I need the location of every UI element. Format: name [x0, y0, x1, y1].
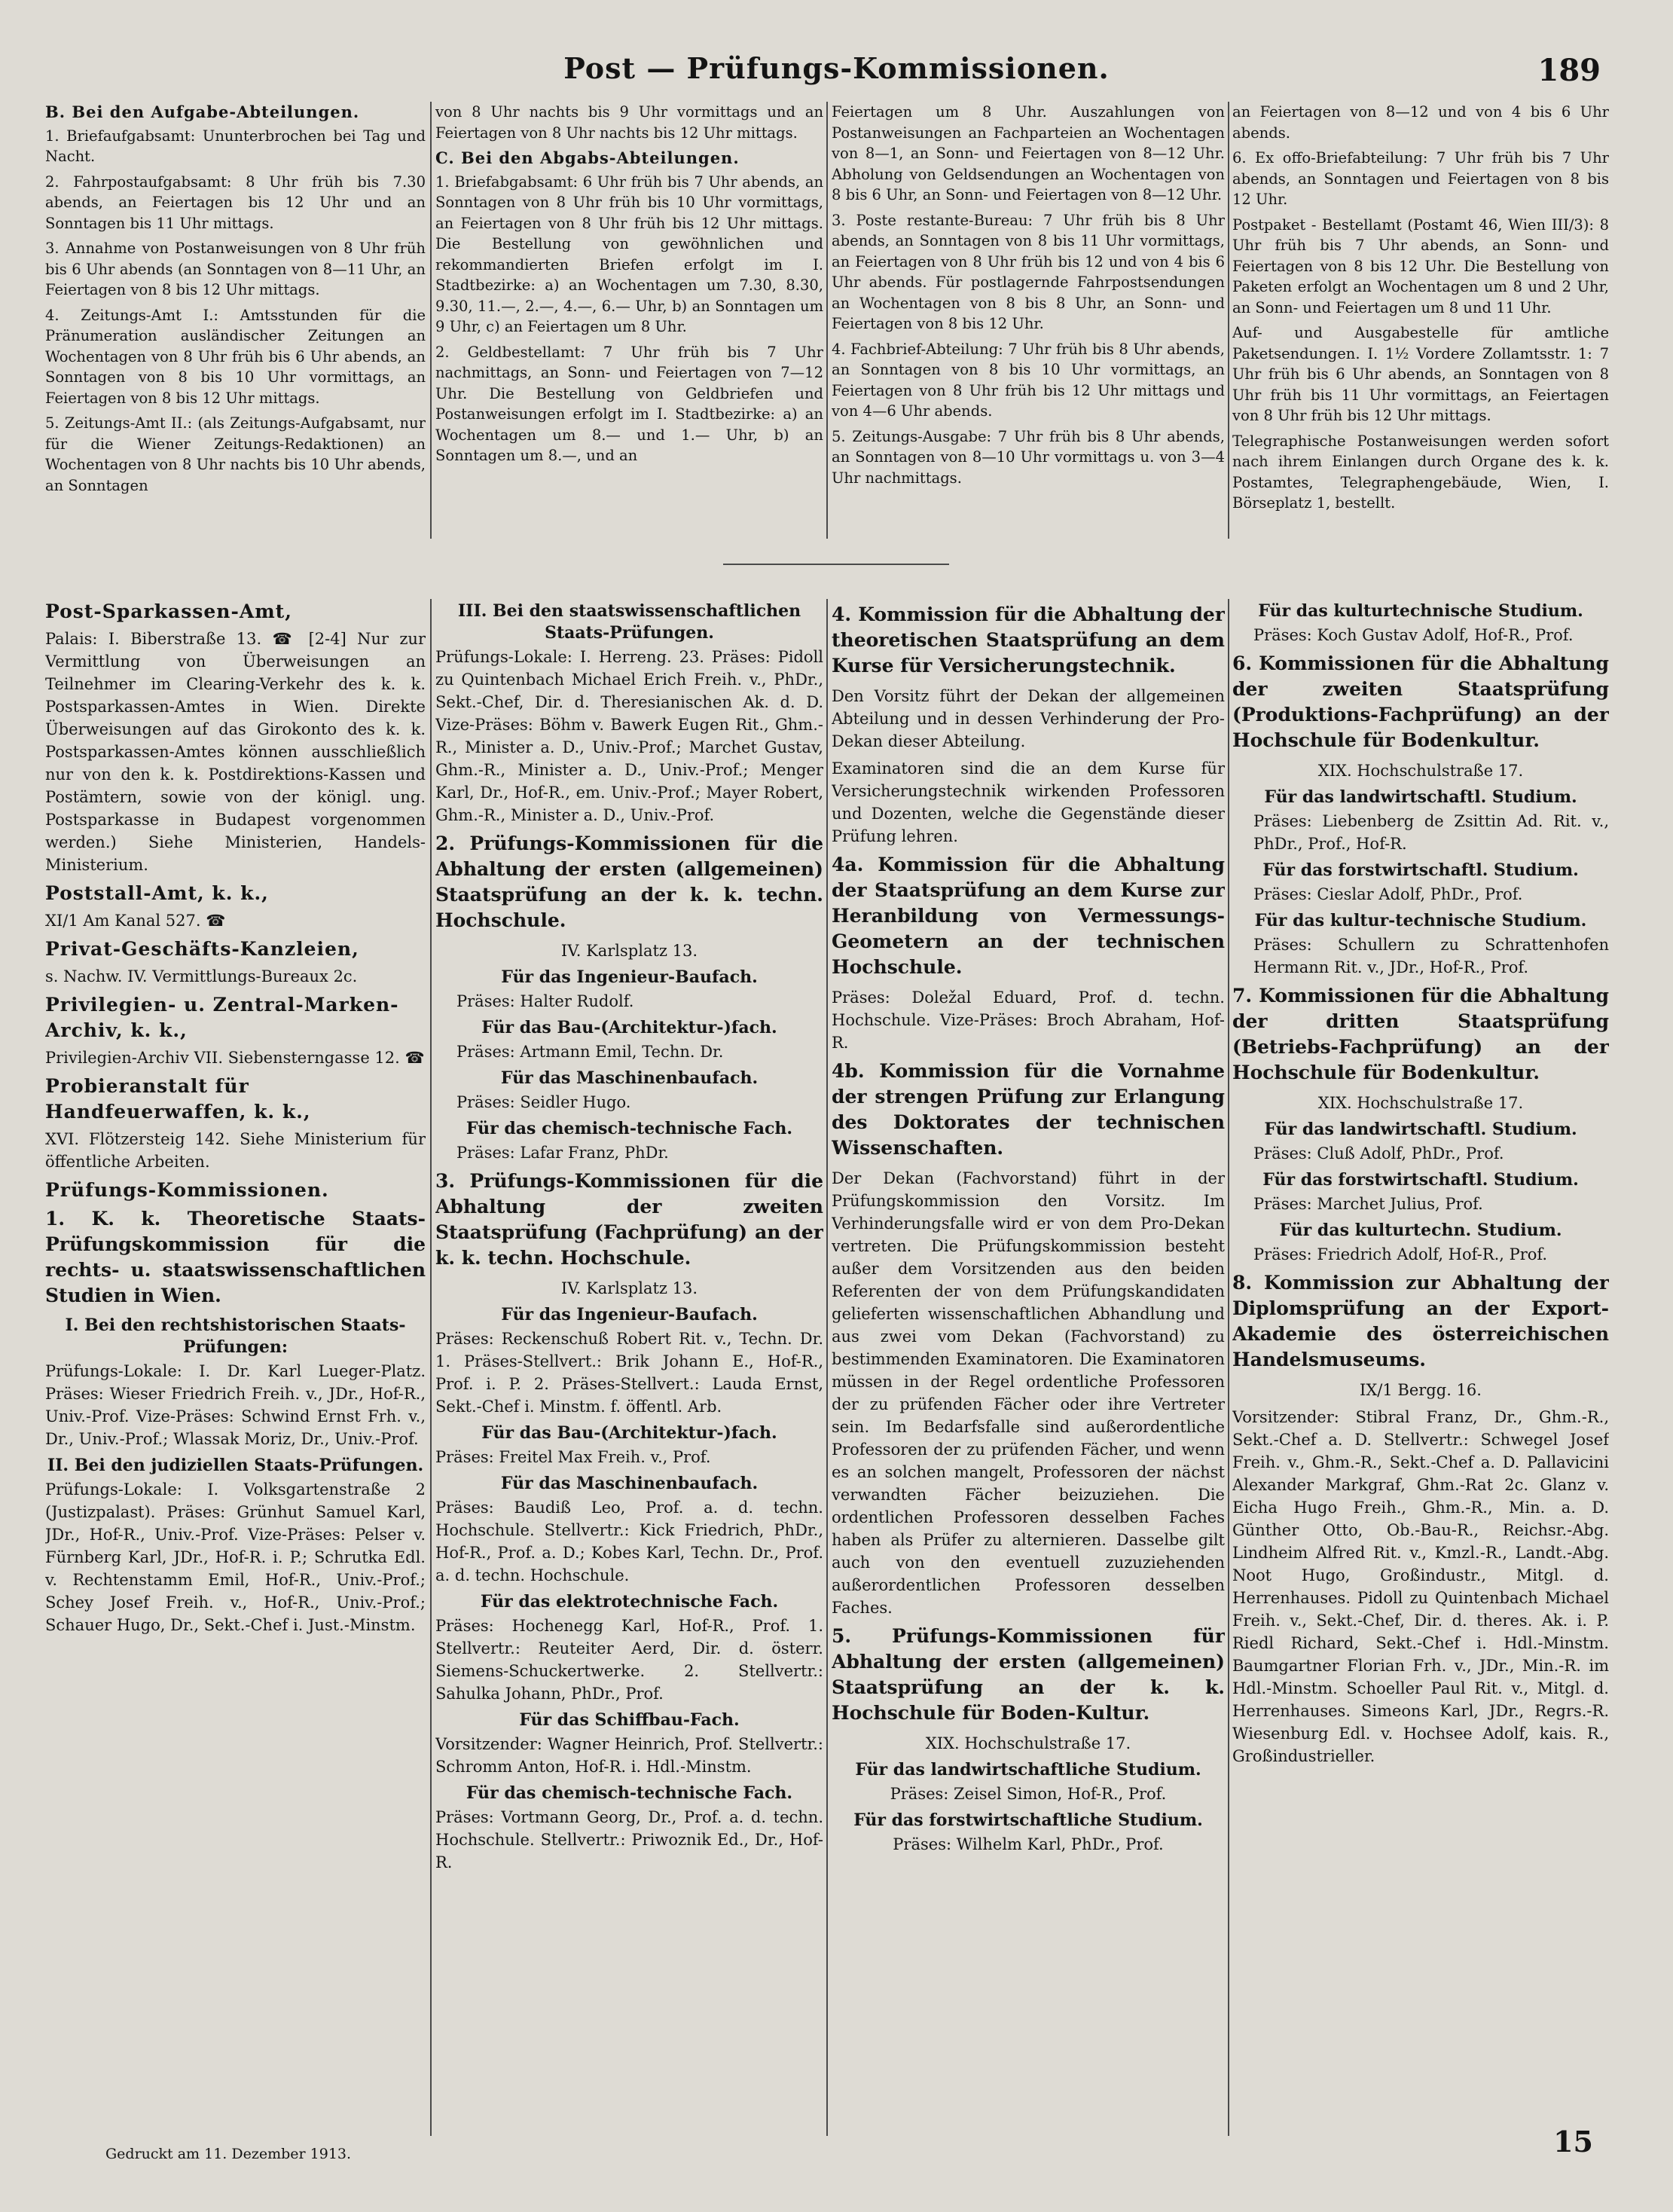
group-heading: Für das Bau-(Architektur-)fach. [481, 1423, 777, 1443]
section-heading: B. Bei den Aufgabe-Abteilungen. [45, 102, 360, 121]
continued-text: an Feiertagen von 8—12 und von 4 bis 6 Uhr abends. [1232, 103, 1609, 142]
entry-text: XVI. Flötzersteig 142. Siehe Ministerium für öffentliche Arbeiten. [45, 1130, 426, 1171]
column-rule [430, 102, 432, 539]
address: IV. Karlsplatz 13. [560, 942, 698, 960]
schedule-item: 5. Zeitungs-Ausgabe: 7 Uhr früh bis 8 Uhr abends, an Sonntagen von 8—10 Uhr vormittags u. von 3—4 Uhr nachmittags. [832, 427, 1225, 487]
commission-title: 4. Kommission für die Abhaltung der theoretischen Staatsprüfung an dem Kurse für Versicherungstechnik. [832, 603, 1225, 677]
group-text: Präses: Baudiß Leo, Prof. a. d. techn. Hochschule. Stellvertr.: Kick Friedrich, PhDr., Hof-R., Prof. a. D.; Kobes Karl, Techn. Dr., Prof. a. d. techn. Hochschule. [435, 1499, 823, 1584]
group-heading: Für das forstwirtschaftliche Studium. [853, 1810, 1203, 1830]
group-heading: Für das chemisch-technische Fach. [466, 1783, 793, 1803]
schedule-item: 1. Briefabgabsamt: 6 Uhr früh bis 7 Uhr abends, an Sonntagen von 8 Uhr früh bis 10 Uhr vormittags, an Feiertagen von 8 Uhr früh bis 12 Uhr mittags. Die Bestellung von gewöhnlichen und rekommandierten Briefen erfolgt im I. Stadtbezirke: a) an Wochentagen um 7.30, 8.30, 9.30, 11.—, 2.—, 4.—, 6.— Uhr, b) an Sonntagen um 9 Uhr, c) an Feiertagen um 8 Uhr. [435, 173, 823, 335]
address: XIX. Hochschulstraße 17. [1317, 1094, 1524, 1112]
group-heading: Für das landwirtschaftl. Studium. [1264, 1120, 1577, 1139]
entry-text: Palais: I. Biberstraße 13. ☎ [2-4] Nur zur Vermittlung von Überweisungen an Teilnehmer im Clearing-Verkehr des k. k. Postsparkassen-Amtes in Wien. Direkte Überweisungen auf das Girokonto des k. k. Postsparkassen-Amtes können ausschließlich nur von den k. k. Postdirektions-Kassen und Postämtern, sowie von der königl. ung. Postsparkasse in Budapest vorgenommen werden.) Siehe Ministerien, Handels-Ministerium. [45, 630, 426, 874]
schedule-item: 4. Fachbrief-Abteilung: 7 Uhr früh bis 8 Uhr abends, an Sonntagen von 8 bis 10 Uhr vormittags, an Feiertagen von 8 Uhr früh bis 12 Uhr mittags und von 4—6 Uhr abends. [832, 340, 1225, 420]
group-heading: Für das kulturtechnische Studium. [1258, 601, 1583, 621]
entry-title: Post-Sparkassen-Amt, [45, 600, 292, 622]
commission-title: 6. Kommissionen für die Abhaltung der zweiten Staatsprüfung (Produktions-Fachprüfung) an der Hochschule für Bodenkultur. [1232, 652, 1609, 751]
continued-text: von 8 Uhr nachts bis 9 Uhr vormittags und an Feiertagen von 8 Uhr nachts bis 12 Uhr mittags. [435, 103, 823, 142]
entry-title: Probieranstalt für Handfeuerwaffen, k. k., [45, 1075, 311, 1123]
address: XIX. Hochschulstraße 17. [925, 1734, 1131, 1752]
group-heading: Für das Maschinenbaufach. [500, 1068, 759, 1088]
entry-title: Poststall-Amt, k. k., [45, 882, 269, 904]
lower-column-1 [45, 599, 426, 2166]
upper-column-1 [45, 102, 426, 539]
entry-text: Vorsitzender: Stibral Franz, Dr., Ghm.-R., Sekt.-Chef a. D. Stellvertr.: Schwegel Josef Freih. v., Ghm.-R., Sekt.-Chef a. D. Pallavicini Alexander Markgraf, Ghm.-Rat 2c. Glanz v. Eicha Hugo Freih., Ghm.-R., Min. a. D. Günther Otto, Ob.-Bau-R., Reichsr.-Abg. Lindheim Alfred Rit. v., Kmzl.-R., Landt.-Abg. Noot Hugo, Großindustr., Mitgl. d. Herrenhauses. Pidoll zu Quintenbach Michael Freih. v., Sekt.-Chef, Dir. d. theres. Ak. i. P. Riedl Richard, Sekt.-Chef i. Hdl.-Minstm. Baumgartner Florian Frh. v., JDr., Min.-R. im Hdl.-Minstm. Schoeller Paul Rit. v., Mitgl. d. Herrenhauses. Simeons Karl, JDr., Regrs.-R. Wiesenburg Edl. v. Hochsee Adolf, kais. R., Großindustrieller. [1232, 1408, 1609, 1765]
group-text: Präses: Artmann Emil, Techn. Dr. [456, 1043, 724, 1061]
commission-title: 7. Kommissionen für die Abhaltung der dritten Staatsprüfung (Betriebs-Fachprüfung) an der Hochschule für Bodenkultur. [1232, 985, 1609, 1083]
section-divider [723, 564, 949, 565]
schedule-item: 3. Annahme von Postanweisungen von 8 Uhr früh bis 6 Uhr abends (an Sonntagen von 8—11 Uhr, an Feiertagen von 8 bis 12 Uhr mittags. [45, 240, 426, 298]
schedule-item: 5. Zeitungs-Amt II.: (als Zeitungs-Aufgabsamt, nur für die Wiener Zeitungs-Redaktionen) an Wochentagen von 8 Uhr nachts bis 10 Uhr abends, an Sonntagen [45, 414, 426, 494]
commission-title: 8. Kommission zur Abhaltung der Diplomsprüfung an der Export-Akademie des österreichischen Handelsmuseums. [1232, 1272, 1609, 1370]
entry-text: Examinatoren sind die an dem Kurse für Versicherungstechnik wirkenden Professoren und Dozenten, welche die Gegenstände dieser Prüfung lehren. [832, 759, 1225, 845]
group-text: Präses: Cieslar Adolf, PhDr., Prof. [1253, 885, 1523, 903]
lower-column-4 [1232, 599, 1609, 2166]
entry-text: Präses: Doležal Eduard, Prof. d. techn. Hochschule. Vize-Präses: Broch Abraham, Hof-R. [832, 988, 1225, 1052]
group-text: Präses: Seidler Hugo. [456, 1093, 631, 1111]
column-rule [430, 599, 432, 2136]
subsection-heading: II. Bei den judiziellen Staats-Prüfungen. [47, 1456, 424, 1475]
column-rule [1228, 599, 1229, 2136]
group-heading: Für das landwirtschaftliche Studium. [855, 1760, 1201, 1780]
upper-column-3 [832, 102, 1225, 539]
commission-title: 3. Prüfungs-Kommissionen für die Abhaltung der zweiten Staatsprüfung (Fachprüfung) an der k. k. techn. Hochschule. [435, 1170, 823, 1269]
commission-title: 4a. Kommission für die Abhaltung der Staatsprüfung an dem Kurse zur Heranbildung von Vermessungs-Geometern an der technischen Hochschule. [832, 854, 1225, 978]
sheet-number: 15 [1553, 2125, 1593, 2159]
group-text: Präses: Wilhelm Karl, PhDr., Prof. [893, 1835, 1164, 1853]
group-heading: Für das Maschinenbaufach. [500, 1474, 759, 1493]
group-heading: Für das kulturtechn. Studium. [1279, 1221, 1562, 1240]
group-text: Präses: Zeisel Simon, Hof-R., Prof. [890, 1785, 1167, 1803]
entry-text: Privilegien-Archiv VII. Siebensterngasse 12. ☎ [45, 1049, 425, 1067]
section-heading: C. Bei den Abgabs-Abteilungen. [435, 148, 740, 167]
group-text: Präses: Koch Gustav Adolf, Hof-R., Prof. [1253, 626, 1574, 644]
commission-title: 5. Prüfungs-Kommissionen für Abhaltung der ersten (allgemeinen) Staatsprüfung an der k. k. Hochschule für Boden-Kultur. [832, 1625, 1225, 1724]
upper-column-4 [1232, 102, 1609, 539]
entry-text: Der Dekan (Fachvorstand) führt in der Prüfungskommission den Vorsitz. Im Verhinderungsfalle wird er von dem Pro-Dekan vertreten. Die Prüfungskommission besteht außer dem Vorsitzenden aus den beiden Referenten der von dem Prüfungskandidaten gelieferten wissenschaftlichen Abhandlung und aus zwei vom Dekan (Fachvorstand) zu bestimmenden Examinatoren. Die Examinatoren müssen in der Regel ordentliche Professoren der zu prüfenden Fächer oder ihre Vertreter sein. Im Bedarfsfalle sind außerordentliche Professoren der zu prüfenden Fächer, und wenn es an solchen mangelt, Professoren der nächst verwandten Fächer beizuziehen. Die ordentlichen Professoren desselben Faches haben als Prüfer zu alternieren. Dasselbe gilt auch von den eventuell zuzuziehenden außerordentlichen Professoren desselben Faches. [832, 1169, 1225, 1617]
entry-title: Prüfungs-Kommissionen. [45, 1179, 329, 1201]
group-text: Präses: Marchet Julius, Prof. [1253, 1195, 1483, 1213]
entry-text: XI/1 Am Kanal 527. ☎ [45, 912, 226, 930]
entry-title: Privilegien- u. Zentral-Marken-Archiv, k. k., [45, 994, 399, 1041]
group-heading: Für das Ingenieur-Baufach. [501, 1305, 758, 1324]
group-text: Präses: Lafar Franz, PhDr. [456, 1144, 669, 1162]
group-heading: Für das Bau-(Architektur-)fach. [481, 1018, 777, 1037]
address: IX/1 Bergg. 16. [1360, 1381, 1482, 1399]
subsection-heading: I. Bei den rechtshistorischen Staats-Prüfungen: [65, 1315, 406, 1357]
commission-title: 1. K. k. Theoretische Staats-Prüfungskommission für die rechts- u. staatswissenschaftlichen Studien in Wien. [45, 1208, 426, 1306]
group-heading: Für das forstwirtschaftl. Studium. [1262, 1170, 1579, 1190]
address: XIX. Hochschulstraße 17. [1317, 762, 1524, 780]
group-text: Präses: Halter Rudolf. [456, 992, 634, 1010]
group-heading: Für das forstwirtschaftl. Studium. [1262, 860, 1579, 880]
address: IV. Karlsplatz 13. [560, 1279, 698, 1297]
schedule-item: 3. Poste restante-Bureau: 7 Uhr früh bis 8 Uhr abends, an Sonntagen von 8 bis 11 Uhr vormittags, an Feiertagen von 8 Uhr früh bis 12 und von 4 bis 6 Uhr abends. Für postlagernde Fahrpostsendungen an Wochentagen von 8 bis 8 Uhr, an Sonn- und Feiertagen von 8 bis 12 Uhr. [832, 211, 1225, 332]
schedule-item: 4. Zeitungs-Amt I.: Amtsstunden für die Pränumeration ausländischer Zeitungen an Wochentagen von 8 Uhr früh bis 6 Uhr abends, an Sonntagen von 8 bis 10 Uhr vormittags, an Feiertagen von 8 bis 12 Uhr mittags. [45, 306, 426, 407]
lower-column-3 [832, 599, 1225, 2166]
column-rule [826, 599, 828, 2136]
schedule-item: Auf- und Ausgabestelle für amtliche Paketsendungen. I. 1½ Vordere Zollamtsstr. 1: 7 Uhr früh bis 6 Uhr abends, an Sonntagen von 8 Uhr früh bis 11 Uhr vormittags, an Feiertagen von 8 Uhr früh bis 12 Uhr mittags. [1232, 324, 1609, 424]
group-text: Präses: Freitel Max Freih. v., Prof. [435, 1448, 711, 1466]
group-text: Präses: Vortmann Georg, Dr., Prof. a. d. techn. Hochschule. Stellvertr.: Priwoznik Ed., Dr., Hof-R. [435, 1808, 823, 1871]
schedule-item: 1. Briefaufgabsamt: Ununterbrochen bei Tag und Nacht. [45, 127, 426, 165]
group-text: Präses: Schullern zu Schrattenhofen Hermann Rit. v., JDr., Hof-R., Prof. [1253, 936, 1609, 976]
page-number: 189 [1537, 53, 1601, 88]
subsection-heading: III. Bei den staatswissenschaftlichen Staats-Prüfungen. [457, 601, 801, 643]
group-text: Vorsitzender: Wagner Heinrich, Prof. Stellvertr.: Schromm Anton, Hof-R. i. Hdl.-Minstm. [435, 1735, 823, 1776]
continued-text: Feiertagen um 8 Uhr. Auszahlungen von Postanweisungen an Fachparteien an Wochentagen von 8—1, an Sonn- und Feiertagen von 8—12 Uhr. Abholung von Geldsendungen an Wochentagen von 8 bis 6 Uhr, an Sonn- und Feiertagen von 8—12 Uhr. [832, 103, 1225, 203]
schedule-item: 2. Fahrpostaufgabsamt: 8 Uhr früh bis 7.30 abends, an Feiertagen bis 12 Uhr und an Sonntagen bis 11 Uhr mittags. [45, 173, 426, 232]
group-heading: Für das Ingenieur-Baufach. [501, 967, 758, 987]
group-text: Präses: Reckenschuß Robert Rit. v., Techn. Dr. 1. Präses-Stellvert.: Brik Johann E., Hof-R., Prof. i. P. 2. Präses-Stellvert.: Lauda Ernst, Sekt.-Chef i. Minstm. f. öffentl. Arb. [435, 1330, 823, 1416]
upper-column-2 [435, 102, 823, 539]
group-heading: Für das elektrotechnische Fach. [480, 1592, 779, 1612]
entry-text: Prüfungs-Lokale: I. Dr. Karl Lueger-Platz. Präses: Wieser Friedrich Freih. v., JDr., Hof-R., Univ.-Prof. Vize-Präses: Schwind Ernst Frh. v., Dr., Univ.-Prof.; Wlassak Moriz, Dr., Univ.-Prof. [45, 1362, 426, 1448]
entry-title: Privat-Geschäfts-Kanzleien, [45, 938, 359, 960]
group-heading: Für das Schiffbau-Fach. [519, 1710, 740, 1730]
entry-text: Prüfungs-Lokale: I. Volksgartenstraße 2 (Justizpalast). Präses: Grünhut Samuel Karl, JDr., Hof-R., Univ.-Prof. Vize-Präses: Pelser v. Fürnberg Karl, JDr., Hof-R. i. P.; Schrutka Edl. v. Rechtenstamm Emil, Hof-R., Univ.-Prof.; Schey Josef Freih. v., Hof-R., Univ.-Prof.; Schauer Hugo, Dr., Sekt.-Chef i. Just.-Minstm. [45, 1480, 426, 1634]
group-text: Präses: Friedrich Adolf, Hof-R., Prof. [1253, 1245, 1548, 1263]
group-heading: Für das kultur-technische Studium. [1254, 911, 1587, 930]
print-date: Gedruckt am 11. Dezember 1913. [105, 2146, 352, 2162]
column-rule [1228, 102, 1229, 539]
column-rule [826, 102, 828, 539]
entry-text: s. Nachw. IV. Vermittlungs-Bureaux 2c. [45, 967, 358, 985]
schedule-item: Telegraphische Postanweisungen werden sofort nach ihrem Einlangen durch Organe des k. k. Postamtes, Telegraphengebäude, Wien, I. Börseplatz 1, bestellt. [1232, 432, 1609, 512]
schedule-item: Postpaket - Bestellamt (Postamt 46, Wien III/3): 8 Uhr früh bis 7 Uhr abends, an Sonn- und Feiertagen von 8 bis 12 Uhr. Die Bestellung von Paketen erfolgt an Wochentagen um 8 und 2 Uhr, an Sonn- und Feiertagen um 8 und 11 Uhr. [1232, 215, 1609, 316]
group-text: Präses: Liebenberg de Zsittin Ad. Rit. v., PhDr., Prof., Hof-R. [1253, 812, 1609, 853]
group-text: Präses: Cluß Adolf, PhDr., Prof. [1253, 1144, 1504, 1163]
schedule-item: 2. Geldbestellamt: 7 Uhr früh bis 7 Uhr nachmittags, an Sonn- und Feiertagen von 7—12 Uhr. Die Bestellung von Geldbriefen und Postanweisungen erfolgt im I. Stadtbezirke: a) an Wochentagen um 8.— und 1.— Uhr, b) an Sonntagen um 8.—, und an [435, 343, 823, 464]
group-heading: Für das chemisch-technische Fach. [466, 1119, 793, 1138]
entry-text: Den Vorsitz führt der Dekan der allgemeinen Abteilung und in dessen Verhinderung der Pro-Dekan dieser Abteilung. [832, 687, 1225, 750]
lower-column-2 [435, 599, 823, 2166]
group-text: Präses: Hochenegg Karl, Hof-R., Prof. 1. Stellvertr.: Reuteiter Aerd, Dir. d. österr. Siemens-Schuckertwerke. 2. Stellvertr.: Sahulka Johann, PhDr., Prof. [435, 1617, 823, 1703]
running-head [0, 51, 1673, 96]
commission-title: 4b. Kommission für die Vornahme der strengen Prüfung zur Erlangung des Doktorates der technischen Wissenschaften. [832, 1060, 1225, 1159]
schedule-item: 6. Ex offo-Briefabteilung: 7 Uhr früh bis 7 Uhr abends, an Sonntagen und Feiertagen von 8 bis 12 Uhr. [1232, 149, 1609, 208]
entry-text: Prüfungs-Lokale: I. Herreng. 23. Präses: Pidoll zu Quintenbach Michael Erich Freih. v., PhDr., Sekt.-Chef, Dir. d. Theresianischen Ak. d. D. Vize-Präses: Böhm v. Bawerk Eugen Rit., Ghm.-R., Minister a. D., Univ.-Prof.; Marchet Gustav, Ghm.-R., Minister a. D., Univ.-Prof.; Menger Karl, Dr., Hof-R., em. Univ.-Prof.; Mayer Robert, Ghm.-R., Minister a. D., Univ.-Prof. [435, 648, 823, 824]
commission-title: 2. Prüfungs-Kommissionen für die Abhaltung der ersten (allgemeinen) Staatsprüfung an der k. k. techn. Hochschule. [435, 833, 823, 931]
running-title: Post — Prüfungs-Kommissionen. [563, 51, 1110, 85]
group-heading: Für das landwirtschaftl. Studium. [1264, 787, 1577, 807]
